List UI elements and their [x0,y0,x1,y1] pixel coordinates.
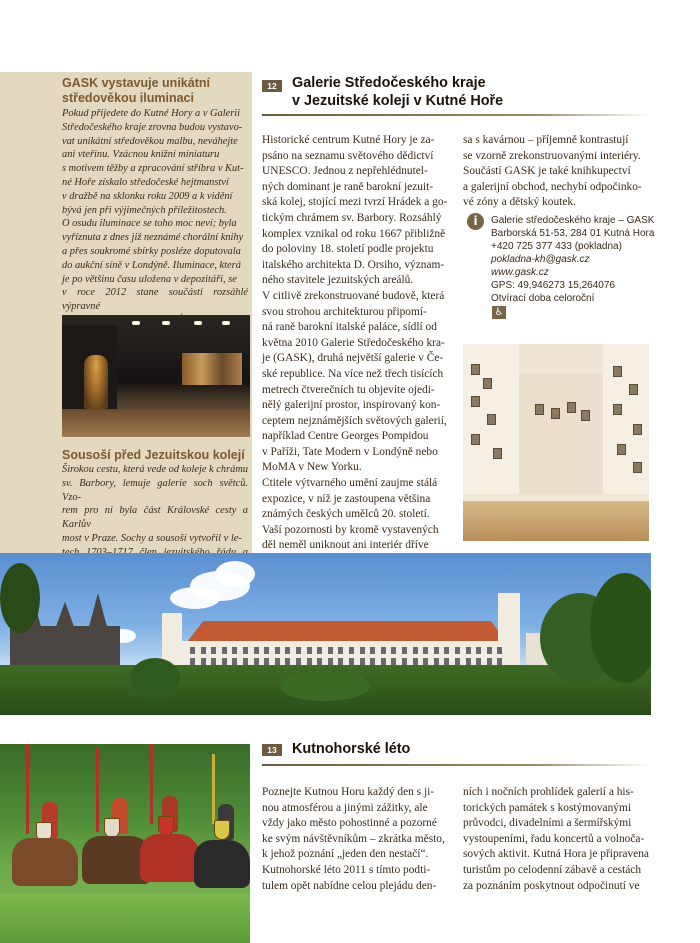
text-line: torických památek s kostýmovanými [463,801,631,814]
text-line: ské republice. Na více než třech tisících [262,367,444,380]
text-line: ceptem nejznámějších světových galerií, [262,414,447,427]
building-window [222,658,227,665]
building-window [254,647,259,654]
illumination-text-line: do aukční síně v Londýně. Iluminace, která [62,259,241,271]
knights-tournament-photo [0,744,250,943]
building-window [476,647,481,654]
text-line: ská kolej, stojící mezi tvrzí Hrádek a go- [262,196,448,209]
building-window [232,647,237,654]
building-window [476,658,481,665]
text-line: Kutnohorské léto 2011 s tímto podti- [262,863,431,876]
text-line: května 2010 Galerie Středočeského kra- [262,336,445,349]
building-window [285,647,290,654]
statues-text-line: rem pro ni byla část Královské cesty a Karlův [62,505,248,531]
building-window [423,658,428,665]
building-window [254,658,259,665]
building-window [264,658,269,665]
building-window [391,647,396,654]
building-window [232,658,237,665]
building-window [402,658,407,665]
text-line: v Paříži, Tate Modern v Londýně nebo [262,445,438,458]
building-window [317,658,322,665]
building-window [264,647,269,654]
building-window [434,658,439,665]
text-line: ného stavitele jezuitských areálů. [262,274,414,287]
text-line: turistům po celodenní zábavě a cestách [463,863,642,876]
building-window [328,658,333,665]
text-line: ná raně barokní italské paláce, sídlí od [262,321,437,334]
text-line: psáno na seznamu světového dědictví [262,149,434,162]
info-gps: GPS: 49,946273 15,264076 [491,280,615,291]
statues-text-line: most v Praze. Sochy a sousoší vytvořil v le- [62,532,242,544]
illumination-text-line: s motivem těžby a zpracování stříbra v Kut- [62,163,244,175]
text-line: MoMA v New Yorku. [262,461,362,474]
sidebar-illumination-title: GASK vystavuje unikátní středověkou iluminaci [62,76,210,105]
text-line: vždy jako město pohostinné a pozorné [262,817,437,830]
building-window [222,647,227,654]
section-13-column-1 [262,785,450,894]
building-window [296,658,301,665]
section-12-column-1 [262,133,450,616]
painting [182,353,242,385]
illumination-text-line: vyříznuta z dnes již neznámé chorální knihy [62,232,244,244]
building-window [296,647,301,654]
illumination-text-line: né Hoře získalo středočeské hejtmanství [62,176,229,188]
building-window [381,658,386,665]
text-line: Historické centrum Kutné Hory je za- [262,134,435,146]
building-window [487,647,492,654]
info-address: Barborská 51-53, 284 01 Kutná Hora [491,228,655,239]
building-window [466,658,471,665]
building-window [455,647,460,654]
text-line: svou strohou architekturou připomí- [262,305,427,318]
text-line: metrech čtverečních tu objevíte ojedi- [262,383,435,396]
text-line: nou atmosférou a jinými zážitky, ale [262,801,428,814]
building-window [317,647,322,654]
building-window [243,647,248,654]
section-13-rule [262,764,652,766]
building-window [275,658,280,665]
gallery-atrium-photo [463,344,649,541]
gallery-interior-photo [62,315,250,437]
text-line: ných dominant je raně barokní jezuit- [262,180,434,193]
illumination-text-line: Pokud přijedete do Kutné Hory a v Galerii [62,108,241,119]
wheelchair-icon: ♿ [492,306,506,319]
building-window [444,658,449,665]
building-window [466,647,471,654]
building-window [423,647,428,654]
building-window [201,647,206,654]
building-window [307,647,312,654]
sidebar-statues-title: Sousoší před Jezuitskou kolejí [62,448,245,462]
text-line: komplex vznikal od roku 1667 přibližně [262,227,446,240]
text-line: známých českých umělců 20. století. [262,508,430,521]
text-line: V citlivě zrekonstruované budově, která [262,289,445,302]
building-window [370,647,375,654]
building-window [360,658,365,665]
building-window [497,647,502,654]
building-window [275,647,280,654]
section-12-column-2 [463,133,650,211]
text-line: za poznáním poskytnout odpočinutí ve [463,879,640,892]
building-window [211,647,216,654]
text-line: tulem opět nabídne celou plejádu den- [262,879,437,892]
info-web-link[interactable]: www.gask.cz [491,267,549,278]
building-window [190,647,195,654]
text-line: Součástí GASK je také knihkupectví [463,165,631,178]
illumination-text-line: Středočeského kraje zrovna budou vystavo- [62,121,243,133]
building-window [413,658,418,665]
building-window [497,658,502,665]
illumination-text-line: vat unikátní středověkou malbu, neváhejte [62,135,238,147]
section-12-rule [262,114,652,116]
building-window [243,658,248,665]
text-line: Ctitele výtvarného umění zaujme stálá [262,477,438,490]
illumination-text-line: v roce 2012 stane součástí rozsáhlé výpravné [62,287,248,313]
info-hours: Otvírací doba celoroční [491,293,595,304]
text-line: průvodci, divadelními a šermířskými [463,817,632,830]
illumination-text-line: je po většinu času uložena v depozitáři, se [62,273,237,285]
text-line: děl neměl uniknout ani interiér dříve [262,539,429,552]
building-window [349,658,354,665]
illumination-text-line: O osudu iluminace se toho moc neví; byla [62,218,237,230]
section-13-title: Kutnohorské léto [292,741,411,757]
building-window [487,658,492,665]
building-window [402,647,407,654]
text-line: tickým chrámem sv. Barbory. Rozsáhlý [262,211,442,224]
building-window [444,647,449,654]
building-window [349,647,354,654]
text-line: vystoupeními, řadu koncertů a volnoča- [463,832,645,845]
building-window [381,647,386,654]
text-line: do poloviny 18. století podle projektu [262,243,434,256]
section-number-12: 12 [262,80,282,92]
text-line: UNESCO. Jednou z nepřehlédnutel- [262,165,428,178]
building-window [455,658,460,665]
section-12-title: Galerie Středočeského kraje v Jezuitské koleji v Kutné Hoře [292,75,504,109]
text-line: expozice, v níž je zastoupena většina [262,492,431,505]
building-window [285,658,290,665]
building-window [370,658,375,665]
building-window [413,647,418,654]
section-13-column-2 [463,785,650,894]
text-line: je (GASK), druhá největší galerie v Če- [262,352,444,365]
building-window [211,658,216,665]
text-line: a galerijní obchod, nechybí odpočinko- [463,180,642,193]
building-window [190,658,195,665]
text-line: italského architekta D. Orsiho, význam- [262,258,445,271]
info-email-link[interactable]: pokladna-kh@gask.cz [491,254,590,265]
illumination-text-line: ani vteřinu. Vzácnou knižní miniaturu [62,149,220,161]
building-window [434,647,439,654]
text-line: sa s kavárnou – příjemně kontrastují [463,134,629,146]
illumination-text-line: bývá jen při výjimečných příležitostech. [62,204,227,216]
building-window [328,647,333,654]
illumination-text-line: v dražbě na sklonku roku 2009 a k vidění [62,190,233,202]
text-line: ke svým návštěvníkům – zkrátka město, [262,832,445,845]
building-window [338,647,343,654]
text-line: k jehož poznání „jeden den nestačí“. [262,848,429,861]
building-window [201,658,206,665]
section-number-13: 13 [262,744,282,756]
statue-figure [84,355,108,410]
text-line: nělý galerijní prostor, inspirovaný kon- [262,399,441,412]
illumination-text-line: a přes soukromé sbírky posléze doputovala [62,245,241,257]
info-icon: i [467,213,484,230]
jesuit-college-panorama-photo [0,553,651,715]
info-gallery-name: Galerie středočeského kraje – GASK [491,215,655,226]
info-phone: +420 725 377 433 (pokladna) [491,241,622,252]
building-window [360,647,365,654]
text-line: Vaší pozornosti by kromě vystavených [262,523,439,536]
text-line: vé zóny a dětský koutek. [463,196,576,209]
building-window [391,658,396,665]
text-line: sových aktivit. Kutná Hora je připravena [463,848,649,861]
building-window [307,658,312,665]
text-line: Poznejte Kutnou Horu každý den s ji- [262,786,435,798]
statues-text-line: Širokou cestu, která vede od koleje k chrámu [62,464,249,475]
text-line: se vzorně zrekonstruovanými interiéry. [463,149,641,162]
text-line: ních i nočních prohlídek galerií a his- [463,786,634,798]
sidebar-illumination-text [62,107,248,328]
building-window [338,658,343,665]
statues-text-line: sv. Barbory, lemuje galerie soch světců. Vzo- [62,477,248,503]
text-line: například Centre Georges Pompidou [262,430,429,443]
